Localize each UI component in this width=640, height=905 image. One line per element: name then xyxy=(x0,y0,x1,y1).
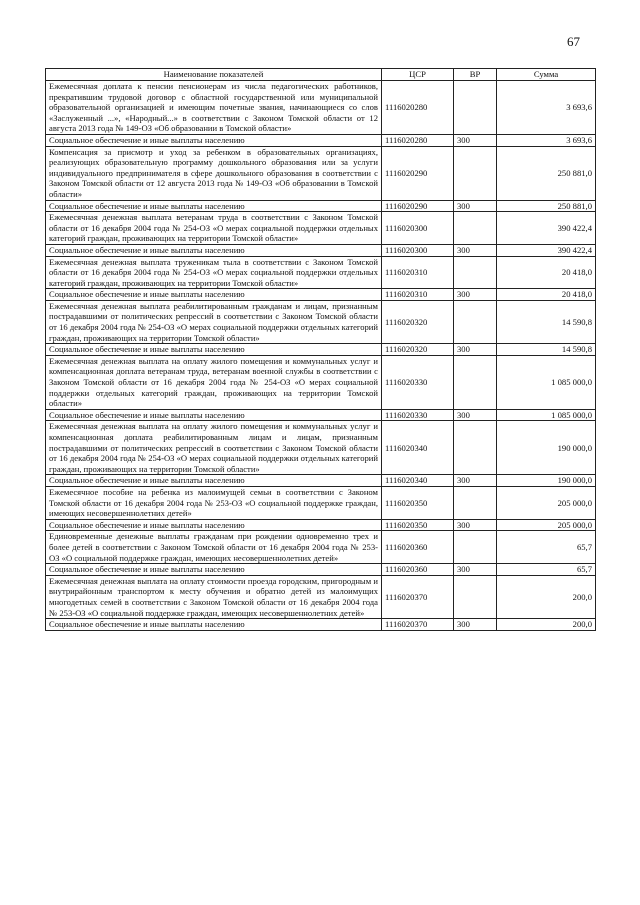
csr-cell: 1116020320 xyxy=(382,344,454,356)
csr-cell: 1116020360 xyxy=(382,564,454,576)
sum-cell: 65,7 xyxy=(497,564,596,576)
sum-cell: 200,0 xyxy=(497,619,596,631)
sum-cell: 1 085 000,0 xyxy=(497,409,596,421)
name-cell: Социальное обеспечение и иные выплаты населению xyxy=(46,475,382,487)
sum-cell: 14 590,8 xyxy=(497,300,596,343)
table-row xyxy=(46,531,596,564)
table-row xyxy=(46,409,596,421)
name-cell: Ежемесячная денежная выплата на оплату стоимости проезда городским, пригородным и внутрирайонным транспортом к месту обучения и обратно детей из малоимущих многодетных семей в соответствии с Законом Томской области от 16 декабря 2004 года № 253-ОЗ «О социальной поддержке граждан, имеющих несовершеннолетних детей» xyxy=(46,575,382,618)
vr-cell: 300 xyxy=(454,619,497,631)
sum-cell: 20 418,0 xyxy=(497,289,596,301)
table-row xyxy=(46,244,596,256)
csr-cell: 1116020350 xyxy=(382,486,454,519)
name-cell: Ежемесячная денежная выплата на оплату жилого помещения и коммунальных услуг и компенсационная доплата ветеранам труда, ветеранам военной службы в соответствии с Законом Томской области от 16 декабря 2004 года № 254-ОЗ «О мерах социальной поддержки отдельных категорий граждан, проживающих на территории Томской области» xyxy=(46,355,382,409)
sum-cell: 1 085 000,0 xyxy=(497,355,596,409)
name-cell: Социальное обеспечение и иные выплаты населению xyxy=(46,200,382,212)
table-row xyxy=(46,256,596,289)
name-cell: Социальное обеспечение и иные выплаты населению xyxy=(46,409,382,421)
vr-cell: 300 xyxy=(454,475,497,487)
csr-cell: 1116020290 xyxy=(382,200,454,212)
table-row xyxy=(46,134,596,146)
page-number: 67 xyxy=(567,34,580,49)
vr-cell: 300 xyxy=(454,564,497,576)
vr-cell xyxy=(454,81,497,135)
name-cell: Социальное обеспечение и иные выплаты населению xyxy=(46,244,382,256)
csr-cell: 1116020370 xyxy=(382,575,454,618)
sum-cell: 3 693,6 xyxy=(497,81,596,135)
table-row xyxy=(46,519,596,531)
name-cell: Компенсация за присмотр и уход за ребенком в образовательных организациях, реализующих образовательную программу дошкольного образования или за услуги индивидуального предпринимателя в сфере дошкольного образования в соответствии с Законом Томской области от 12 августа 2013 года № 149-ОЗ «Об образовании в Томской области» xyxy=(46,146,382,200)
name-cell: Ежемесячная денежная выплата труженикам тыла в соответствии с Законом Томской области от 16 декабря 2004 года № 254-ОЗ «О мерах социальной поддержки отдельных категорий граждан, проживающих на территории Томской области» xyxy=(46,256,382,289)
vr-cell xyxy=(454,355,497,409)
sum-cell: 205 000,0 xyxy=(497,519,596,531)
table-row xyxy=(46,212,596,245)
vr-cell: 300 xyxy=(454,200,497,212)
sum-cell: 205 000,0 xyxy=(497,486,596,519)
csr-cell: 1116020300 xyxy=(382,212,454,245)
header-sum: Сумма xyxy=(497,69,596,81)
sum-cell: 250 881,0 xyxy=(497,146,596,200)
vr-cell: 300 xyxy=(454,244,497,256)
csr-cell: 1116020330 xyxy=(382,355,454,409)
vr-cell xyxy=(454,575,497,618)
sum-cell: 390 422,4 xyxy=(497,212,596,245)
csr-cell: 1116020300 xyxy=(382,244,454,256)
vr-cell xyxy=(454,486,497,519)
sum-cell: 190 000,0 xyxy=(497,421,596,475)
vr-cell xyxy=(454,146,497,200)
name-cell: Социальное обеспечение и иные выплаты населению xyxy=(46,564,382,576)
sum-cell: 65,7 xyxy=(497,531,596,564)
csr-cell: 1116020340 xyxy=(382,475,454,487)
name-cell: Социальное обеспечение и иные выплаты населению xyxy=(46,289,382,301)
vr-cell: 300 xyxy=(454,409,497,421)
table-row xyxy=(46,575,596,618)
name-cell: Ежемесячная денежная выплата ветеранам труда в соответствии с Законом Томской области от 16 декабря 2004 года № 254-ОЗ «О мерах социальной поддержки отдельных категорий граждан, проживающих на территории Томской области» xyxy=(46,212,382,245)
sum-cell: 3 693,6 xyxy=(497,134,596,146)
vr-cell xyxy=(454,531,497,564)
header-name: Наименование показателей xyxy=(46,69,382,81)
table-row xyxy=(46,619,596,631)
csr-cell: 1116020320 xyxy=(382,300,454,343)
table-row xyxy=(46,564,596,576)
table-row xyxy=(46,81,596,135)
name-cell: Единовременные денежные выплаты гражданам при рождении одновременно трех и более детей в соответствии с Законом Томской области от 16 декабря 2004 года № 253-ОЗ «О социальной поддержке граждан, имеющих несовершеннолетних детей» xyxy=(46,531,382,564)
table-body xyxy=(46,81,596,631)
vr-cell: 300 xyxy=(454,519,497,531)
table-row xyxy=(46,475,596,487)
vr-cell: 300 xyxy=(454,344,497,356)
sum-cell: 390 422,4 xyxy=(497,244,596,256)
name-cell: Ежемесячное пособие на ребенка из малоимущей семьи в соответствии с Законом Томской области от 16 декабря 2004 года № 253-ОЗ «О социальной поддержке граждан, имеющих несовершеннолетних детей» xyxy=(46,486,382,519)
table-header-row xyxy=(46,69,596,81)
sum-cell: 20 418,0 xyxy=(497,256,596,289)
header-csr: ЦСР xyxy=(382,69,454,81)
vr-cell xyxy=(454,421,497,475)
header-vr: ВР xyxy=(454,69,497,81)
sum-cell: 250 881,0 xyxy=(497,200,596,212)
csr-cell: 1116020360 xyxy=(382,531,454,564)
table-row xyxy=(46,344,596,356)
table-row xyxy=(46,355,596,409)
vr-cell: 300 xyxy=(454,134,497,146)
csr-cell: 1116020280 xyxy=(382,134,454,146)
name-cell: Ежемесячная денежная выплата реабилитированным гражданам и лицам, признанным пострадавшими от политических репрессий в соответствии с Законом Томской области от 16 декабря 2004 года № 254-ОЗ «О мерах социальной поддержки отдельных категорий граждан, проживающих на территории Томской области» xyxy=(46,300,382,343)
name-cell: Социальное обеспечение и иные выплаты населению xyxy=(46,619,382,631)
vr-cell xyxy=(454,212,497,245)
vr-cell: 300 xyxy=(454,289,497,301)
name-cell: Ежемесячная доплата к пенсии пенсионерам из числа педагогических работников, прекратившим трудовой договор с областной государственной или муниципальной образовательной организацией и имеющим почетные звания, начинающиеся со слов «Заслуженный ...», «Народный...» в соответствии с Законом Томской области от 12 августа 2013 года № 149-ОЗ «Об образовании в Томской области» xyxy=(46,81,382,135)
csr-cell: 1116020290 xyxy=(382,146,454,200)
vr-cell xyxy=(454,256,497,289)
sum-cell: 190 000,0 xyxy=(497,475,596,487)
csr-cell: 1116020350 xyxy=(382,519,454,531)
csr-cell: 1116020330 xyxy=(382,409,454,421)
sum-cell: 14 590,8 xyxy=(497,344,596,356)
name-cell: Социальное обеспечение и иные выплаты населению xyxy=(46,134,382,146)
table-row xyxy=(46,421,596,475)
budget-table xyxy=(45,68,596,631)
csr-cell: 1116020310 xyxy=(382,289,454,301)
table-row xyxy=(46,200,596,212)
vr-cell xyxy=(454,300,497,343)
csr-cell: 1116020340 xyxy=(382,421,454,475)
csr-cell: 1116020370 xyxy=(382,619,454,631)
csr-cell: 1116020280 xyxy=(382,81,454,135)
csr-cell: 1116020310 xyxy=(382,256,454,289)
table-row xyxy=(46,146,596,200)
table-row xyxy=(46,486,596,519)
name-cell: Ежемесячная денежная выплата на оплату жилого помещения и коммунальных услуг и компенсационная доплата реабилитированным лицам и лицам, признанным пострадавшими от политических репрессий в соответствии с Законом Томской области от 16 декабря 2004 года № 254-ОЗ «О мерах социальной поддержки отдельных категорий граждан, проживающих на территории Томской области» xyxy=(46,421,382,475)
sum-cell: 200,0 xyxy=(497,575,596,618)
table-row xyxy=(46,289,596,301)
table-row xyxy=(46,300,596,343)
name-cell: Социальное обеспечение и иные выплаты населению xyxy=(46,519,382,531)
name-cell: Социальное обеспечение и иные выплаты населению xyxy=(46,344,382,356)
